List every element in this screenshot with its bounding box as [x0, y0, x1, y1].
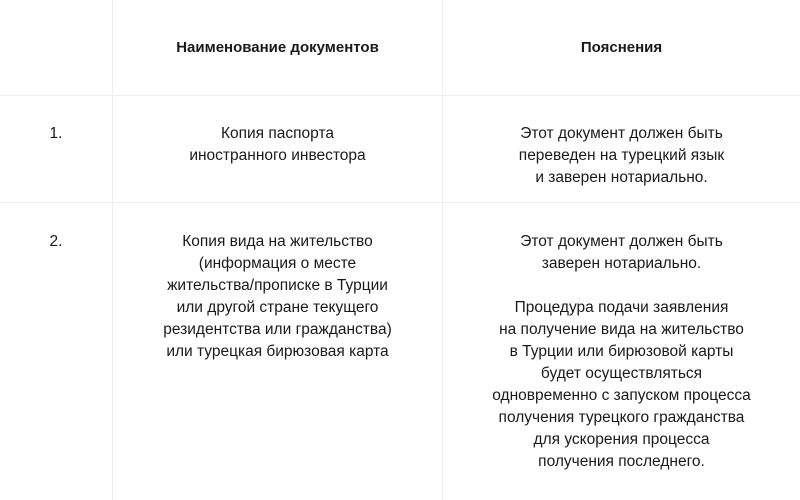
note-line: получения турецкого гражданства — [498, 409, 745, 426]
header-documents: Наименование документов — [176, 39, 379, 56]
note-cell — [443, 203, 800, 500]
document-line: Копия вида на жительство — [182, 233, 373, 250]
note-line: на получение вида на жительство — [499, 321, 744, 338]
document-line: Копия паспорта — [220, 125, 334, 142]
document-line: иностранного инвестора — [189, 147, 366, 164]
row-number-cell — [0, 95, 113, 202]
note-line: заверен нотариально. — [541, 255, 702, 272]
header-notes: Пояснения — [580, 39, 663, 56]
document-line: жительства/прописке в Турции — [167, 277, 388, 294]
document-line: резидентства или гражданства) — [163, 321, 392, 338]
note-line: Этот документ должен быть — [520, 125, 723, 142]
note-line: будет осуществляться — [540, 365, 703, 382]
note-line: переведен на турецкий язык — [518, 147, 725, 164]
header-number-cell — [0, 0, 113, 95]
row-number: 2. — [49, 233, 63, 250]
header-notes-cell — [443, 0, 800, 95]
document-line: или турецкая бирюзовая карта — [166, 343, 389, 360]
note-line: для ускорения процесса — [533, 431, 710, 448]
header-documents-cell — [113, 0, 443, 95]
document-cell — [113, 95, 443, 202]
table-row — [0, 203, 800, 500]
note-line: получения последнего. — [538, 453, 705, 470]
document-line: (информация о месте — [198, 255, 357, 272]
note-line: одновременно с запуском процесса — [492, 387, 751, 404]
note-line: и заверен нотариально. — [535, 169, 708, 186]
note-line: в Турции или бирюзовой карты — [509, 343, 734, 360]
note-line: Этот документ должен быть — [520, 233, 723, 250]
note-cell — [443, 95, 800, 202]
table-row — [0, 95, 800, 203]
table-header-row — [0, 0, 800, 96]
row-number: 1. — [49, 125, 63, 142]
document-line: или другой стране текущего — [176, 299, 379, 316]
paragraph-gap — [443, 275, 800, 297]
row-number-cell — [0, 203, 113, 500]
note-line: Процедура подачи заявления — [514, 299, 729, 316]
document-cell — [113, 203, 443, 500]
